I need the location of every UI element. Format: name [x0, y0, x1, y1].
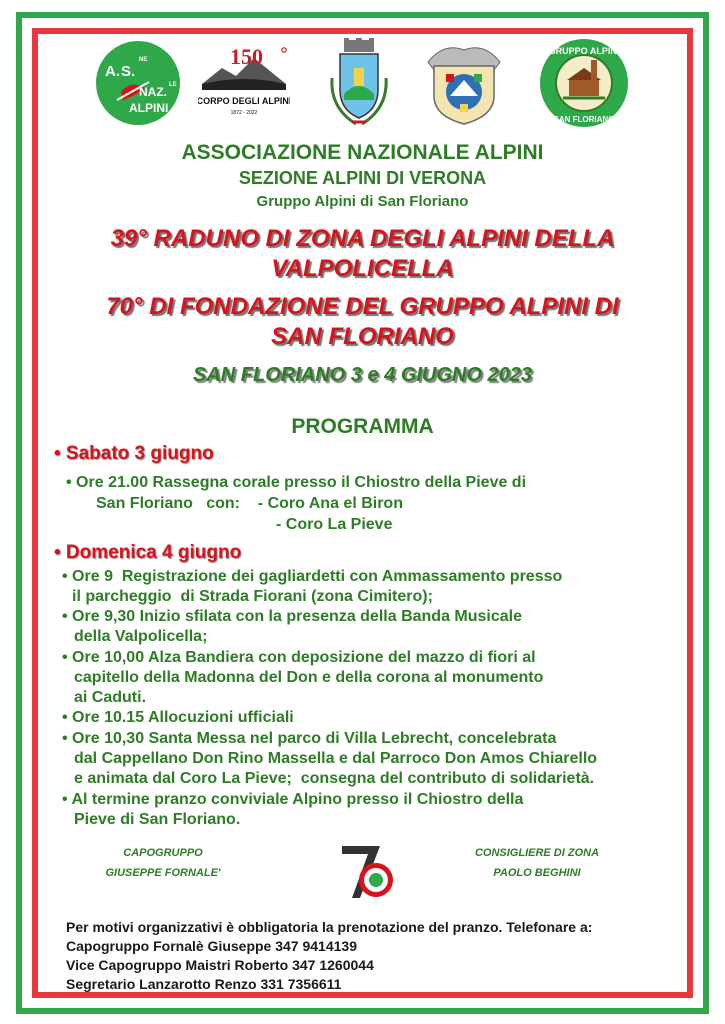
contact-segretario: Segretario Lanzarotto Renzo 331 7356611 [66, 976, 342, 992]
saturday-heading: • Sabato 3 giugno [54, 443, 214, 464]
contact-capogruppo: Capogruppo Fornalè Giuseppe 347 9414139 [66, 938, 357, 954]
raduno-title-line1: 39° RADUNO DI ZONA DEGLI ALPINI DELLA [110, 225, 615, 252]
ana-logo-le: LE [169, 82, 177, 88]
corpo-years: 1872 - 2022 [230, 110, 258, 116]
saturday-line: - Coro La Pieve [276, 516, 393, 533]
sunday-line: capitello della Madonna del Don e della corona al monumento [74, 669, 544, 686]
ana-logo-alpini: ALPINI [129, 101, 169, 115]
capogruppo-signature [88, 843, 238, 883]
gruppo-alpini-san-floriano-logo [539, 38, 629, 128]
sunday-heading: • Domenica 4 giugno [54, 542, 242, 563]
military-emblem-logo [424, 40, 504, 126]
corpo-caption: CORPO DEGLI ALPINI [198, 96, 290, 106]
sunday-line: • Al termine pranzo conviviale Alpino presso il Chiostro della [62, 791, 524, 808]
ana-logo-s: S. [121, 63, 136, 80]
association-title: ASSOCIAZIONE NAZIONALE ALPINI [181, 141, 544, 164]
programma-heading: PROGRAMMA [291, 415, 434, 438]
sunday-line: • Ore 10.15 Allocuzioni ufficiali [62, 709, 294, 726]
sunday-line: Pieve di San Floriano. [74, 811, 241, 828]
raduno-title [0, 224, 725, 284]
ana-logo-naz: NAZ. [139, 85, 167, 99]
saturday-line: San Floriano con: - Coro Ana el Biron [96, 495, 403, 512]
sunday-line: • Ore 9 Registrazione dei gagliardetti con Ammassamento presso [62, 568, 563, 585]
fondazione-title-line2: SAN FLORIANO [271, 323, 454, 350]
corpo-alpini-150-logo [198, 44, 290, 120]
raduno-title-line2: VALPOLICELLA [271, 255, 454, 282]
corpo-number: 150 [230, 44, 263, 69]
sunday-line: ai Caduti. [74, 689, 147, 706]
sunday-line: • Ore 9,30 Inizio sfilata con la presenza della Banda Musicale [62, 608, 522, 625]
capogruppo-name: GIUSEPPE FORNALE' [105, 867, 221, 879]
section-title: SEZIONE ALPINI DI VERONA [238, 168, 487, 188]
fondazione-title-line1: 70° DI FONDAZIONE DEL GRUPPO ALPINI DI [106, 293, 619, 320]
sunday-line: • Ore 10,00 Alza Bandiera con deposizione del mazzo di fiori al [62, 649, 536, 666]
gruppo-logo-top: GRUPPO ALPINI [548, 46, 620, 56]
sunday-line: della Valpolicella; [74, 628, 208, 645]
consigliere-signature [452, 843, 622, 883]
municipal-coat-of-arms [326, 38, 392, 128]
gruppo-logo-bottom: SAN FLORIANO [553, 115, 615, 124]
consigliere-role: CONSIGLIERE DI ZONA [474, 847, 600, 859]
seventy-anniversary-emblem [330, 840, 400, 904]
ana-logo [95, 40, 181, 126]
sunday-line: e animata dal Coro La Pieve; consegna del contributo di solidarietà. [74, 770, 595, 787]
saturday-line: • Ore 21.00 Rassegna corale presso il Chiostro della Pieve di [66, 474, 527, 491]
reservation-note: Per motivi organizzativi è obbligatoria la prenotazione del pranzo. Telefonare a: [66, 919, 593, 935]
ana-logo-ne: NE [139, 57, 148, 63]
group-title: Gruppo Alpini di San Floriano [256, 193, 469, 210]
fondazione-title [0, 292, 725, 352]
event-date: SAN FLORIANO 3 e 4 GIUGNO 2023 [193, 364, 532, 386]
sunday-line: dal Cappellano Don Rino Massella e dal Parroco Don Amos Chiarello [74, 750, 598, 767]
sunday-line: • Ore 10,30 Santa Messa nel parco di Villa Lebrecht, concelebrata [62, 730, 557, 747]
ana-logo-a: A. [105, 63, 120, 80]
consigliere-name: PAOLO BEGHINI [493, 867, 581, 879]
capogruppo-role: CAPOGRUPPO [123, 847, 203, 859]
sunday-line: il parcheggio di Strada Fiorani (zona Cimitero); [72, 588, 433, 605]
contact-vice-capogruppo: Vice Capogruppo Maistri Roberto 347 1260044 [66, 957, 374, 973]
reservation-info [66, 918, 592, 994]
